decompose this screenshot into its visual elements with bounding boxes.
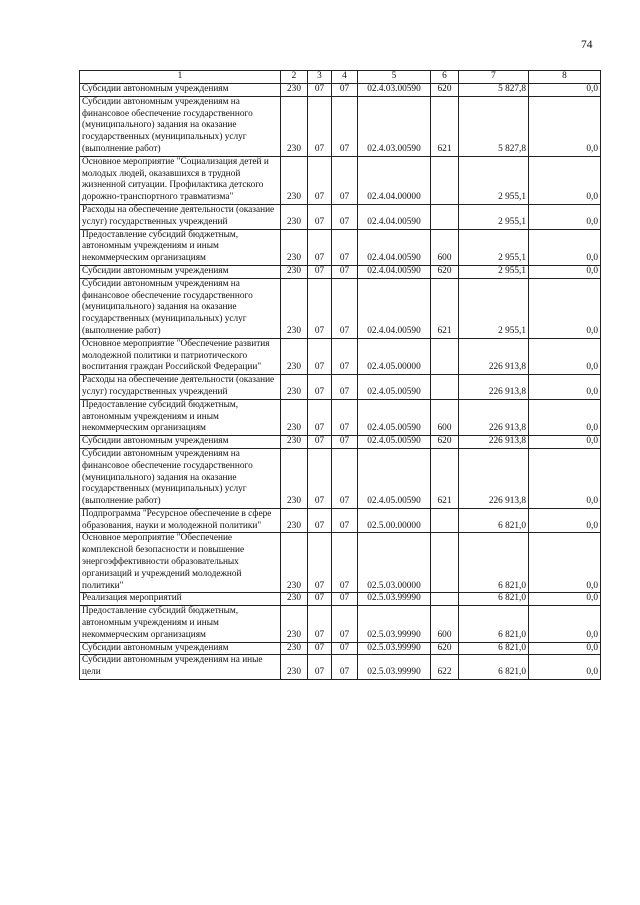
row-section-cell: 07 [308,508,332,533]
row-name-cell: Субсидии автономным учреждениям на финансовое обеспечение государственного (муниципального) задания на оказание государственных (муниципальных) услуг (выполнение работ) [80,96,281,156]
row-expense-type-cell: 620 [431,265,459,278]
row-section-cell: 07 [308,265,332,278]
row-subsection-cell: 07 [332,338,358,374]
row-name-cell: Предоставление субсидий бюджетным, автономным учреждениям и иным некоммерческим организациям [80,606,281,642]
row-admin-code-cell: 230 [281,84,308,97]
row-amount-cell: 226 913,8 [459,448,529,508]
table-row [80,448,601,508]
row-subsection-cell: 07 [332,375,358,400]
row-subsection-cell: 07 [332,606,358,642]
row-admin-code-cell: 230 [281,204,308,229]
row-admin-code-cell: 230 [281,375,308,400]
row-target-code-cell: 02.5.03.99990 [358,642,431,655]
row-name-cell: Расходы на обеспечение деятельности (оказание услуг) государственных учреждений [80,204,281,229]
row-name-cell: Субсидии автономным учреждениям [80,84,281,97]
row-subsection-cell: 07 [332,278,358,338]
column-header: 5 [358,71,431,84]
row-target-code-cell: 02.4.04.00000 [358,156,431,204]
row-target-code-cell: 02.4.05.00590 [358,436,431,449]
row-subsection-cell: 07 [332,448,358,508]
row-name-cell: Субсидии автономным учреждениям на финансовое обеспечение государственного (муниципального) задания на оказание государственных (муниципальных) услуг (выполнение работ) [80,278,281,338]
row-extra-amount-cell: 0,0 [529,156,601,204]
row-expense-type-cell: 620 [431,436,459,449]
row-section-cell: 07 [308,375,332,400]
row-name-cell: Предоставление субсидий бюджетным, автономным учреждениям и иным некоммерческим организациям [80,229,281,265]
row-target-code-cell: 02.5.03.99990 [358,606,431,642]
row-expense-type-cell: 600 [431,606,459,642]
row-amount-cell: 2 955,1 [459,156,529,204]
row-extra-amount-cell: 0,0 [529,533,601,593]
row-section-cell: 07 [308,533,332,593]
table-header-row [80,71,601,84]
table-row [80,533,601,593]
row-admin-code-cell: 230 [281,533,308,593]
table-row [80,399,601,435]
row-amount-cell: 6 821,0 [459,642,529,655]
row-extra-amount-cell: 0,0 [529,448,601,508]
row-admin-code-cell: 230 [281,606,308,642]
row-extra-amount-cell: 0,0 [529,399,601,435]
row-subsection-cell: 07 [332,204,358,229]
column-header: 3 [308,71,332,84]
row-extra-amount-cell: 0,0 [529,606,601,642]
row-expense-type-cell [431,533,459,593]
row-expense-type-cell: 621 [431,448,459,508]
row-extra-amount-cell: 0,0 [529,593,601,606]
row-extra-amount-cell: 0,0 [529,642,601,655]
row-extra-amount-cell: 0,0 [529,338,601,374]
row-admin-code-cell: 230 [281,448,308,508]
row-section-cell: 07 [308,84,332,97]
row-name-cell: Субсидии автономным учреждениям на иные цели [80,655,281,680]
column-header: 4 [332,71,358,84]
column-header: 6 [431,71,459,84]
row-extra-amount-cell: 0,0 [529,436,601,449]
row-section-cell: 07 [308,655,332,680]
row-amount-cell: 5 827,8 [459,84,529,97]
column-header: 2 [281,71,308,84]
row-admin-code-cell: 230 [281,508,308,533]
row-section-cell: 07 [308,642,332,655]
row-expense-type-cell [431,156,459,204]
row-expense-type-cell [431,375,459,400]
row-target-code-cell: 02.5.03.99990 [358,655,431,680]
table-row [80,606,601,642]
page-number: 74 [581,39,593,51]
row-section-cell: 07 [308,399,332,435]
table-row [80,278,601,338]
table-row [80,642,601,655]
row-expense-type-cell: 620 [431,84,459,97]
budget-table [79,70,601,680]
table-row [80,229,601,265]
row-target-code-cell: 02.5.03.00000 [358,533,431,593]
row-admin-code-cell: 230 [281,265,308,278]
row-expense-type-cell: 600 [431,229,459,265]
row-expense-type-cell [431,338,459,374]
row-admin-code-cell: 230 [281,436,308,449]
row-name-cell: Субсидии автономным учреждениям [80,642,281,655]
row-subsection-cell: 07 [332,265,358,278]
row-extra-amount-cell: 0,0 [529,655,601,680]
row-subsection-cell: 07 [332,229,358,265]
table-row [80,593,601,606]
table-row [80,375,601,400]
row-name-cell: Предоставление субсидий бюджетным, автономным учреждениям и иным некоммерческим организациям [80,399,281,435]
row-amount-cell: 5 827,8 [459,96,529,156]
row-amount-cell: 2 955,1 [459,265,529,278]
row-subsection-cell: 07 [332,508,358,533]
row-admin-code-cell: 230 [281,642,308,655]
row-section-cell: 07 [308,436,332,449]
row-expense-type-cell: 622 [431,655,459,680]
row-section-cell: 07 [308,448,332,508]
row-section-cell: 07 [308,229,332,265]
row-name-cell: Подпрограмма "Ресурсное обеспечение в сфере образования, науки и молодежной политики" [80,508,281,533]
row-subsection-cell: 07 [332,655,358,680]
row-subsection-cell: 07 [332,156,358,204]
row-amount-cell: 6 821,0 [459,593,529,606]
table-row [80,84,601,97]
row-expense-type-cell [431,593,459,606]
table-row [80,338,601,374]
row-expense-type-cell: 600 [431,399,459,435]
row-target-code-cell: 02.4.05.00590 [358,448,431,508]
table-row [80,508,601,533]
row-expense-type-cell [431,508,459,533]
row-name-cell: Субсидии автономным учреждениям [80,436,281,449]
table-row [80,156,601,204]
row-admin-code-cell: 230 [281,593,308,606]
table-row [80,265,601,278]
column-header: 7 [459,71,529,84]
row-admin-code-cell: 230 [281,156,308,204]
row-target-code-cell: 02.4.04.00590 [358,278,431,338]
table-row [80,655,601,680]
row-section-cell: 07 [308,204,332,229]
row-section-cell: 07 [308,338,332,374]
row-admin-code-cell: 230 [281,399,308,435]
row-name-cell: Субсидии автономным учреждениям [80,265,281,278]
row-amount-cell: 2 955,1 [459,278,529,338]
row-extra-amount-cell: 0,0 [529,278,601,338]
table-row [80,204,601,229]
table-row [80,96,601,156]
row-section-cell: 07 [308,156,332,204]
row-extra-amount-cell: 0,0 [529,96,601,156]
row-extra-amount-cell: 0,0 [529,508,601,533]
row-target-code-cell: 02.4.04.00590 [358,265,431,278]
row-section-cell: 07 [308,606,332,642]
row-subsection-cell: 07 [332,593,358,606]
row-amount-cell: 226 913,8 [459,436,529,449]
row-expense-type-cell: 620 [431,642,459,655]
row-amount-cell: 226 913,8 [459,399,529,435]
row-section-cell: 07 [308,593,332,606]
row-target-code-cell: 02.4.04.00590 [358,204,431,229]
row-expense-type-cell: 621 [431,96,459,156]
row-target-code-cell: 02.4.03.00590 [358,84,431,97]
row-extra-amount-cell: 0,0 [529,204,601,229]
row-amount-cell: 226 913,8 [459,375,529,400]
row-amount-cell: 6 821,0 [459,606,529,642]
row-admin-code-cell: 230 [281,338,308,374]
row-name-cell: Субсидии автономным учреждениям на финансовое обеспечение государственного (муниципального) задания на оказание государственных (муниципальных) услуг (выполнение работ) [80,448,281,508]
row-subsection-cell: 07 [332,436,358,449]
row-target-code-cell: 02.4.04.00590 [358,229,431,265]
row-name-cell: Расходы на обеспечение деятельности (оказание услуг) государственных учреждений [80,375,281,400]
row-amount-cell: 6 821,0 [459,533,529,593]
row-subsection-cell: 07 [332,96,358,156]
row-target-code-cell: 02.5.03.99990 [358,593,431,606]
row-amount-cell: 2 955,1 [459,229,529,265]
row-subsection-cell: 07 [332,533,358,593]
row-section-cell: 07 [308,96,332,156]
column-header: 8 [529,71,601,84]
table-row [80,436,601,449]
row-admin-code-cell: 230 [281,278,308,338]
row-expense-type-cell: 621 [431,278,459,338]
row-subsection-cell: 07 [332,84,358,97]
row-extra-amount-cell: 0,0 [529,229,601,265]
row-name-cell: Основное мероприятие "Обеспечение развития молодежной политики и патриотического воспитания граждан Российской Федерации" [80,338,281,374]
row-name-cell: Основное мероприятие "Обеспечение комплексной безопасности и повышение энергоэффективности образовательных организаций и учреждений молодежной политики" [80,533,281,593]
row-expense-type-cell [431,204,459,229]
row-target-code-cell: 02.5.00.00000 [358,508,431,533]
row-amount-cell: 2 955,1 [459,204,529,229]
row-name-cell: Реализация мероприятий [80,593,281,606]
row-name-cell: Основное мероприятие "Социализация детей и молодых людей, оказавшихся в трудной жизненной ситуации. Профилактика детского дорожно-транспортного травматизма" [80,156,281,204]
row-section-cell: 07 [308,278,332,338]
row-extra-amount-cell: 0,0 [529,84,601,97]
row-admin-code-cell: 230 [281,96,308,156]
row-target-code-cell: 02.4.03.00590 [358,96,431,156]
row-admin-code-cell: 230 [281,229,308,265]
row-amount-cell: 6 821,0 [459,655,529,680]
table-body [80,84,601,680]
row-admin-code-cell: 230 [281,655,308,680]
row-amount-cell: 6 821,0 [459,508,529,533]
row-target-code-cell: 02.4.05.00590 [358,399,431,435]
row-extra-amount-cell: 0,0 [529,375,601,400]
row-amount-cell: 226 913,8 [459,338,529,374]
row-subsection-cell: 07 [332,642,358,655]
row-extra-amount-cell: 0,0 [529,265,601,278]
row-subsection-cell: 07 [332,399,358,435]
row-target-code-cell: 02.4.05.00590 [358,375,431,400]
row-target-code-cell: 02.4.05.00000 [358,338,431,374]
column-header: 1 [80,71,281,84]
